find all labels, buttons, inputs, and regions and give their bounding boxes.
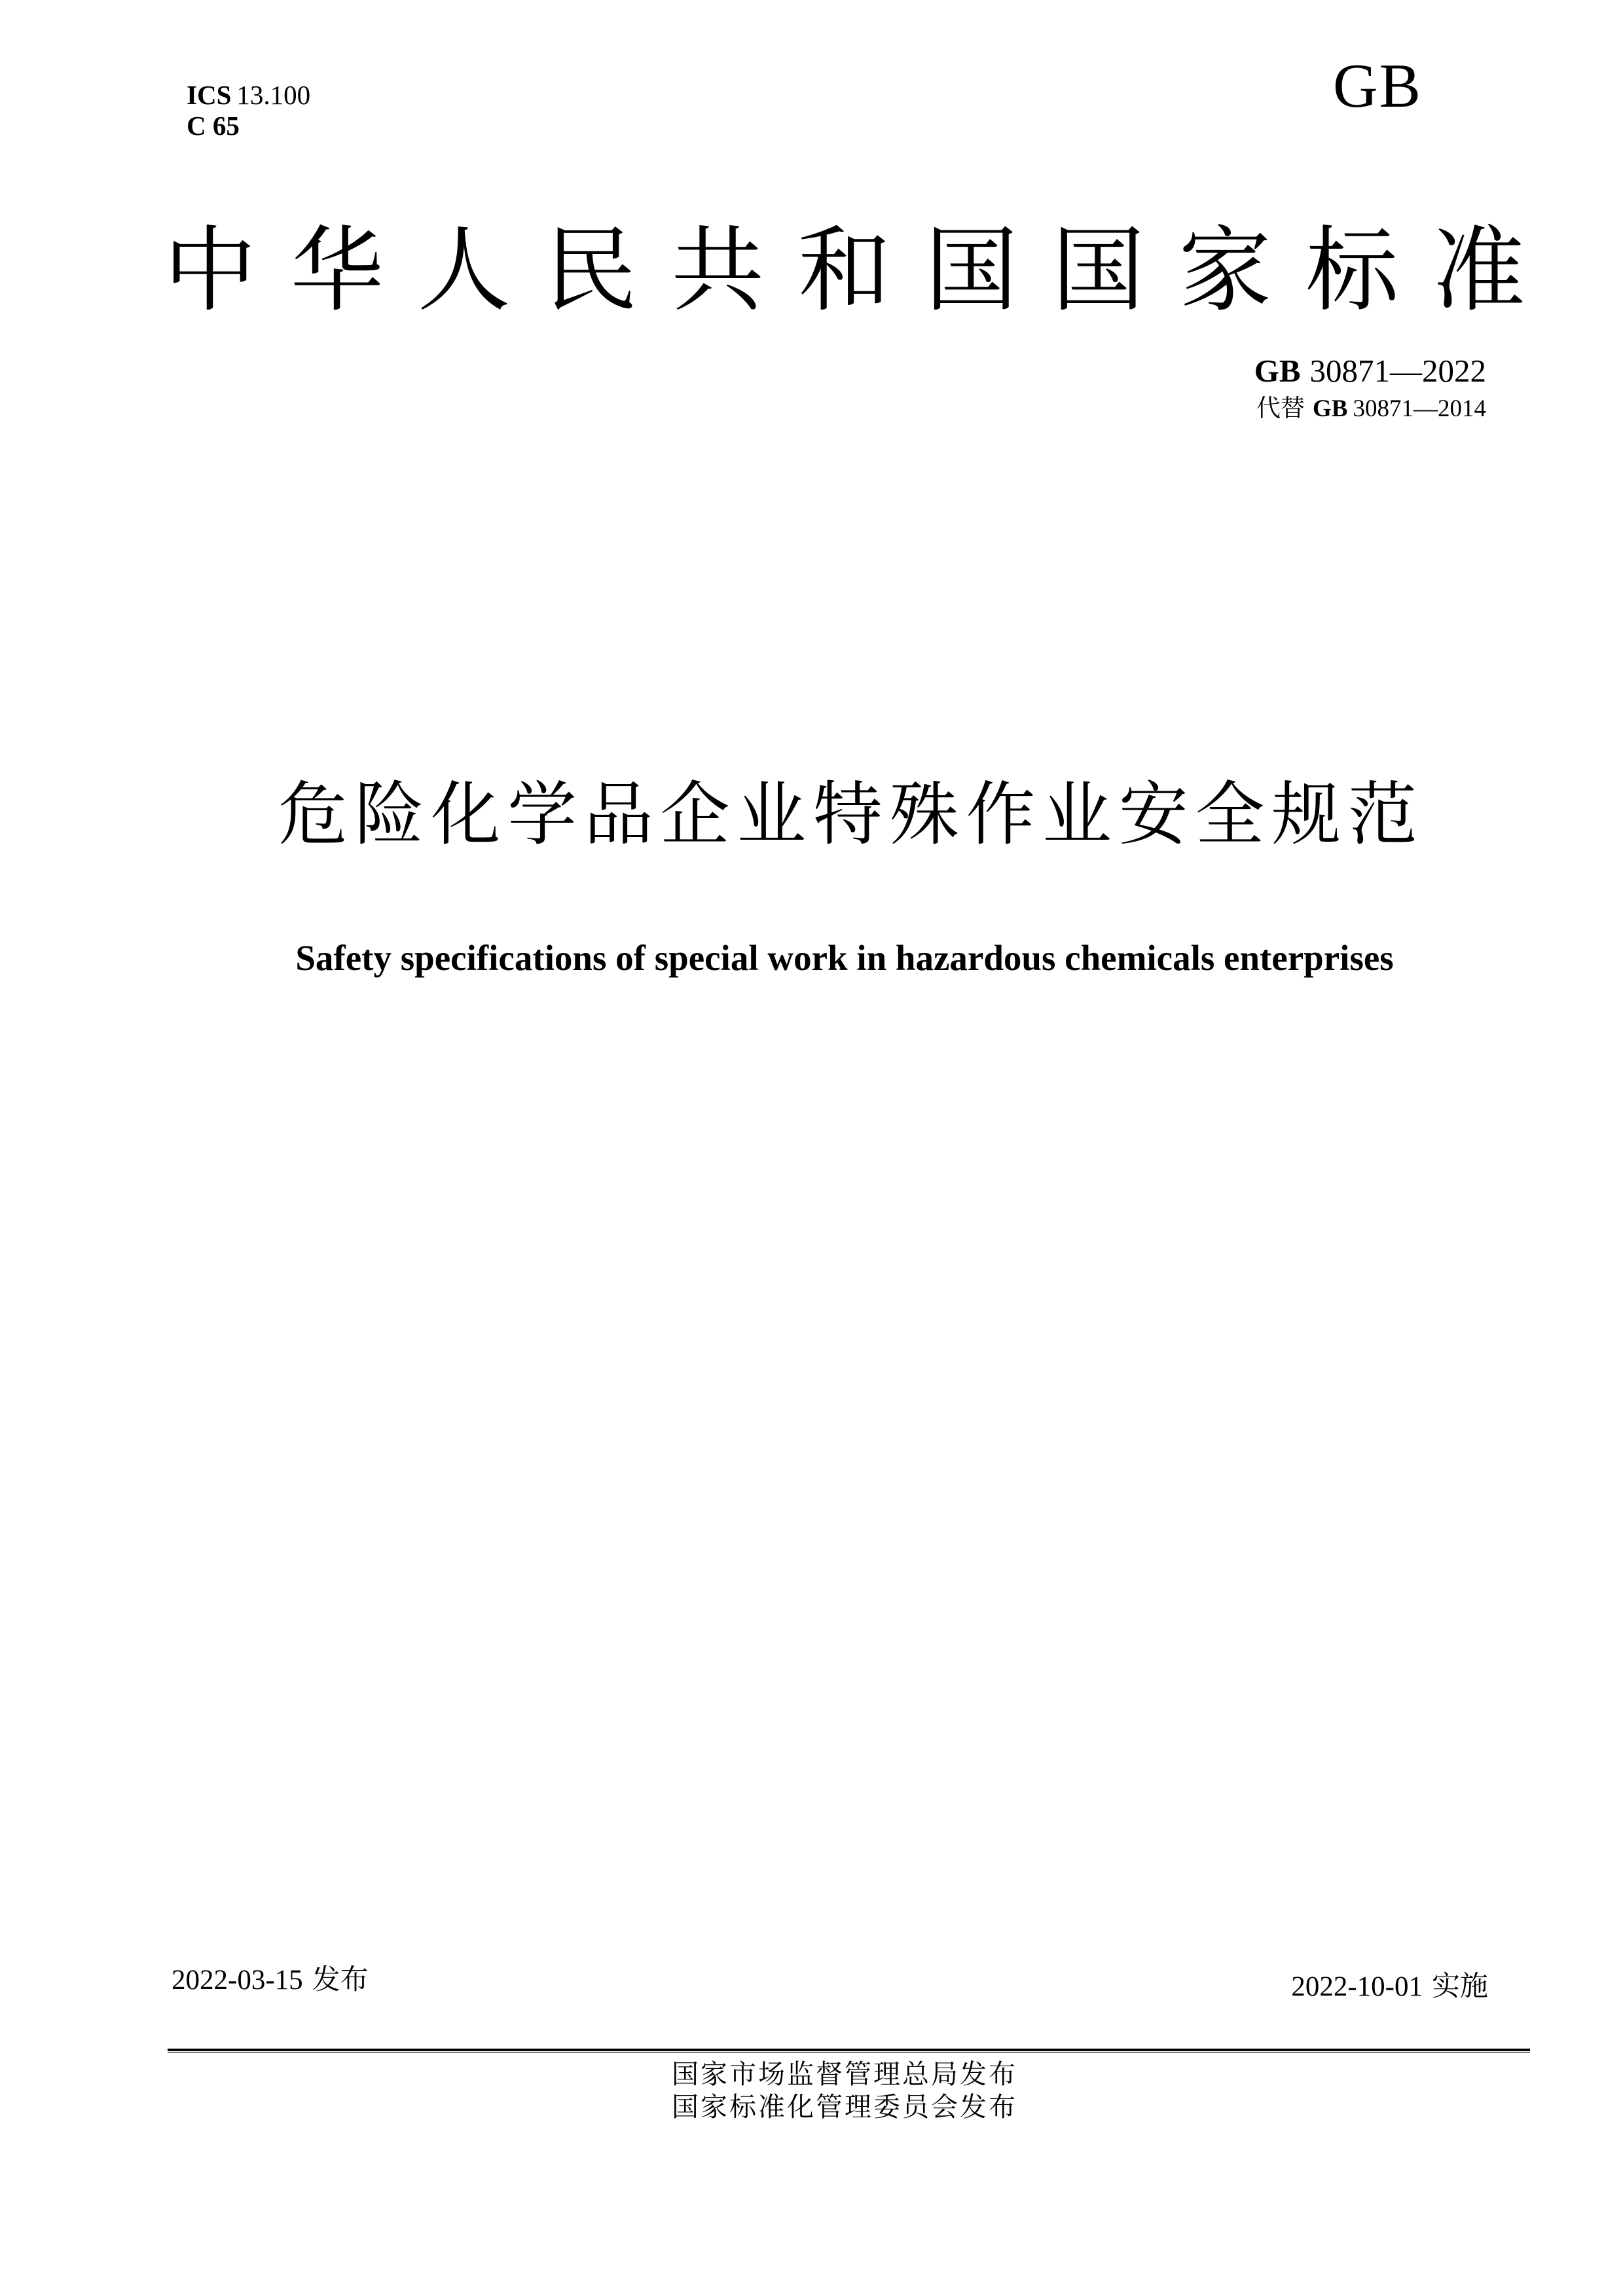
issue-date-line (172, 1964, 369, 1998)
title-char: 特 (812, 777, 883, 853)
implement-date-line (1291, 1970, 1488, 2004)
publisher-line-2: 国家标准化管理委员会发布 (672, 2092, 1017, 2122)
issue-label: 发布 (312, 1965, 369, 1996)
gb-mark: GB (1333, 51, 1422, 120)
title-char: 民 (544, 219, 638, 323)
title-char: 华 (290, 219, 384, 323)
title-char: 国 (1051, 219, 1145, 323)
ics-block (187, 80, 310, 141)
title-char: 殊 (889, 777, 959, 853)
national-standard-banner (164, 220, 1525, 322)
ics-code-line (187, 80, 310, 111)
standard-number-code: 30871—2022 (1309, 353, 1486, 389)
title-char: 业 (737, 777, 807, 853)
title-char: 品 (583, 777, 653, 853)
title-char: 中 (164, 219, 257, 323)
replaces-prefix: GB (1313, 395, 1348, 422)
standard-number-prefix: GB (1254, 353, 1301, 389)
ics-label: ICS (187, 80, 232, 110)
ics-number: 13.100 (236, 80, 311, 110)
replaces-code: 30871—2014 (1353, 395, 1486, 422)
implement-date: 2022-10-01 (1291, 1971, 1423, 2002)
title-char: 人 (417, 219, 511, 323)
title-char: 家 (1178, 219, 1272, 323)
title-char: 安 (1118, 777, 1188, 853)
publisher-line-1: 国家市场监督管理总局发布 (672, 2059, 1017, 2089)
replaced-standard (1254, 393, 1486, 425)
replaces-label: 代替 (1256, 395, 1305, 422)
title-char: 国 (924, 219, 1018, 323)
title-char: 和 (797, 219, 891, 323)
title-char: 全 (1195, 777, 1265, 853)
title-char: 标 (1305, 219, 1399, 323)
title-char: 学 (507, 777, 577, 853)
footer-rule (168, 2049, 1530, 2053)
title-char: 准 (1432, 219, 1525, 323)
title-char: 企 (660, 777, 730, 853)
title-char: 业 (1042, 777, 1112, 853)
document-title-zh (278, 776, 1417, 855)
title-char: 范 (1347, 777, 1417, 853)
title-char: 共 (671, 219, 765, 323)
title-char: 险 (354, 777, 424, 853)
title-char: 化 (431, 777, 501, 853)
standard-number-block (1254, 352, 1486, 425)
document-title-en: Safety specifications of special work in hazardous chemicals enterprises (295, 938, 1394, 978)
title-char: 作 (966, 777, 1036, 853)
standard-number (1254, 352, 1486, 390)
issue-date: 2022-03-15 (172, 1965, 303, 1996)
title-char: 危 (278, 777, 348, 853)
classification-code: C 65 (187, 111, 240, 141)
publisher-block (164, 2058, 1525, 2123)
title-char: 规 (1271, 777, 1341, 853)
implement-label: 实施 (1432, 1971, 1488, 2002)
